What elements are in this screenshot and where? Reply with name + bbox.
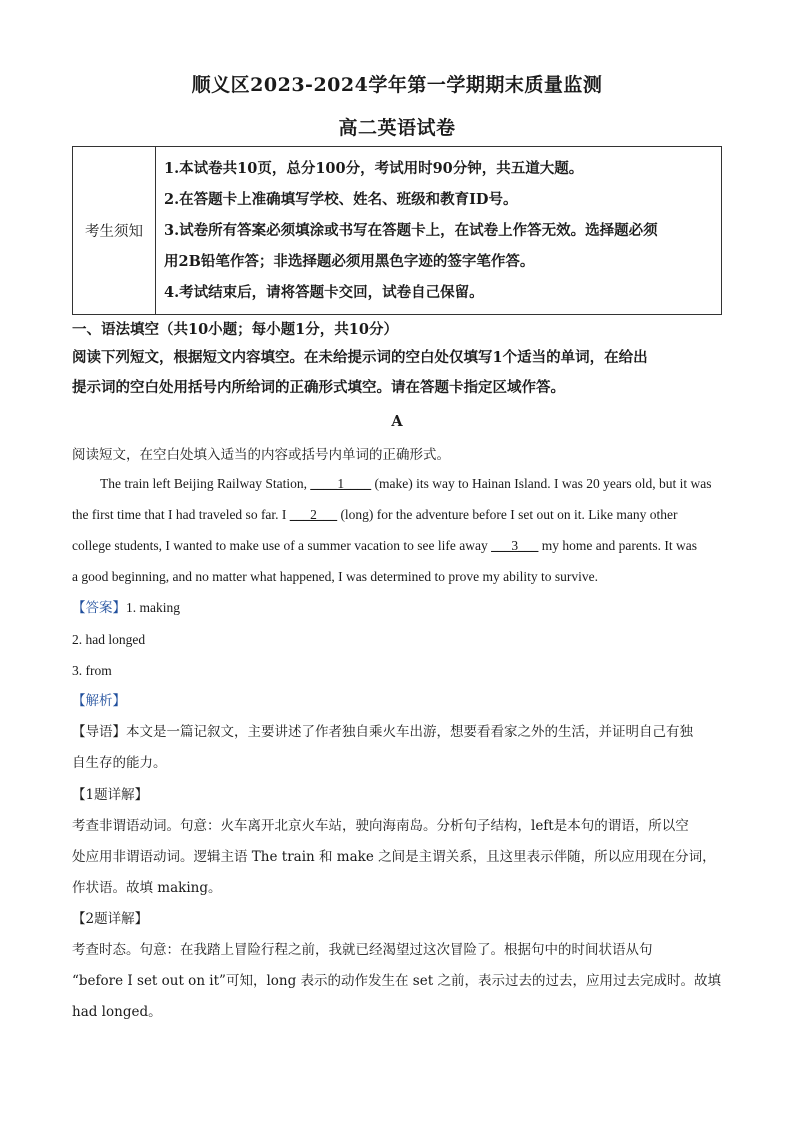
notice-line: 3.试卷所有答案必须填涂或书写在答题卡上，在试卷上作答无效。选择题必须 xyxy=(164,222,658,239)
intro-line: 自生存的能力。 xyxy=(72,755,167,771)
q2-line: 考查时态。句意：在我踏上冒险行程之前，我就已经渴望过这次冒险了。根据句中的时间状语从句 xyxy=(72,942,653,958)
instruction-line: 阅读下列短文，根据短文内容填空。在未给提示词的空白处仅填写1个适当的单词，在给出 xyxy=(72,349,648,366)
passage-line: a good beginning, and no matter what happened, I was determined to prove my ability to survive. xyxy=(72,569,598,584)
q1-line: 作状语。故填 making。 xyxy=(72,880,222,896)
notice-line: 用2B铅笔作答；非选择题必须用黑色字迹的签字笔作答。 xyxy=(164,253,535,270)
answer-line: 2. had longed xyxy=(72,632,146,647)
passage-line: college students, I wanted to make use of a summer vacation to see life away ___3___ my home and parents. It was xyxy=(72,538,697,553)
answer-line: 【答案】1. making xyxy=(72,600,180,616)
notice-line: 4.考试结束后，请将答题卡交回，试卷自己保留。 xyxy=(164,284,484,301)
q2-tag: 【2题详解】 xyxy=(72,911,149,927)
blank-1: ____1____ xyxy=(310,476,372,491)
q1-line: 考查非谓语动词。句意：火车离开北京火车站，驶向海南岛。分析句子结构，left是本句的谓语，所以空 xyxy=(72,818,689,834)
passage-direction: 阅读短文，在空白处填入适当的内容或括号内单词的正确形式。 xyxy=(72,447,450,463)
notice-body xyxy=(156,147,722,315)
passage-line: The train left Beijing Railway Station, ____1____ (make) its way to Hainan Island. I was 20 years old, but it was xyxy=(100,476,712,491)
passage-text xyxy=(72,468,724,592)
passage-label: A xyxy=(391,413,403,430)
notice-line: 1.本试卷共10页，总分100分，考试用时90分钟，共五道大题。 xyxy=(164,160,584,177)
answer-tag: 【答案】 xyxy=(72,600,126,616)
instruction-line: 提示词的空白处用括号内所给词的正确形式填空。请在答题卡指定区域作答。 xyxy=(72,379,565,396)
q1-detail xyxy=(72,780,724,904)
answer-line: 3. from xyxy=(72,663,112,678)
analysis-tag: 【解析】 xyxy=(72,693,126,709)
section-heading: 一、语法填空（共10小题；每小题1分，共10分） xyxy=(72,321,398,338)
q1-tag: 【1题详解】 xyxy=(72,787,149,803)
intro-line: 【导语】本文是一篇记叙文，主要讲述了作者独自乘火车出游，想要看看家之外的生活，并证明自己有独 xyxy=(72,724,693,740)
candidate-notice-table xyxy=(72,146,722,315)
blank-3: ___3___ xyxy=(491,538,539,553)
answer-block xyxy=(72,592,724,717)
q2-detail xyxy=(72,904,724,1028)
q2-line: “before I set out on it”可知，long 表示的动作发生在 set 之前，表示过去的过去，应用过去完成时。故填 xyxy=(72,973,721,989)
exam-title: 顺义区2023-2024学年第一学期期末质量监测 xyxy=(191,74,603,96)
notice-line: 2.在答题卡上准确填写学校、姓名、班级和教育ID号。 xyxy=(164,191,518,208)
notice-label: 考生须知 xyxy=(73,147,156,315)
intro-block xyxy=(72,717,724,779)
q1-line: 处应用非谓语动词。逻辑主语 The train 和 make 之间是主谓关系，且这里表示伴随，所以应用现在分词， xyxy=(72,849,716,865)
section-instructions xyxy=(72,343,724,403)
exam-subtitle: 高二英语试卷 xyxy=(338,117,456,139)
intro-tag: 【导语】 xyxy=(72,724,126,740)
blank-2: ___2___ xyxy=(289,507,338,522)
passage-line: the first time that I had traveled so far. I ___2___ (long) for the adventure before I set out on it. Like many other xyxy=(72,507,678,522)
q2-line: had longed。 xyxy=(72,1004,162,1020)
